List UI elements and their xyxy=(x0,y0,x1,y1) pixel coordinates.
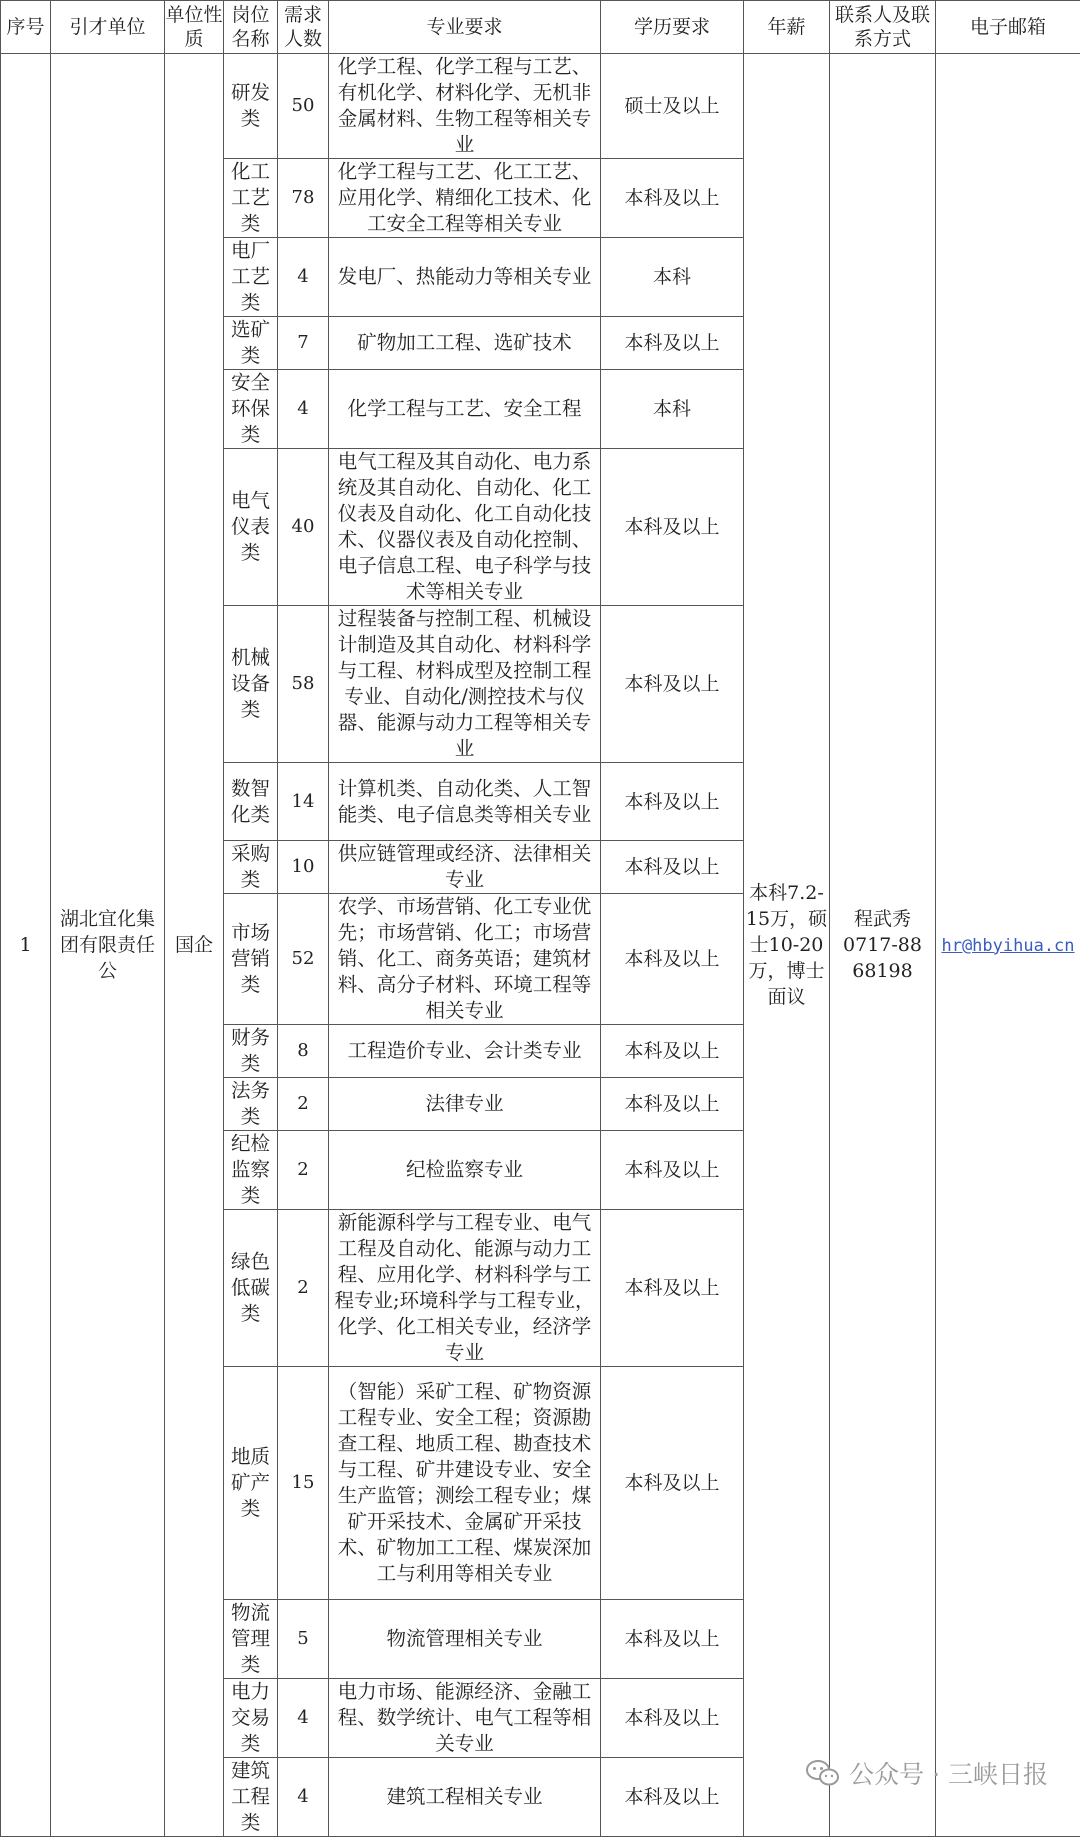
contact-info xyxy=(830,54,936,1837)
major-requirement: 计算机类、自动化类、人工智能类、电子信息类等相关专业 xyxy=(329,763,601,841)
education-requirement: 本科 xyxy=(601,238,744,317)
position-name: 研发类 xyxy=(224,54,278,159)
position-name: 选矿类 xyxy=(224,317,278,370)
header-contact: 联系人及联系方式 xyxy=(830,1,936,54)
contact-name: 程武秀 xyxy=(830,906,935,932)
education-requirement: 本科及以上 xyxy=(601,606,744,763)
header-index: 序号 xyxy=(1,1,51,54)
major-requirement: 过程装备与控制工程、机械设计制造及其自动化、材料科学与工程、材料成型及控制工程专业、自动化/测控技术与仪器、能源与动力工程等相关专业 xyxy=(329,606,601,763)
position-name: 纪检监察类 xyxy=(224,1131,278,1210)
header-major: 专业要求 xyxy=(329,1,601,54)
position-count: 7 xyxy=(278,317,329,370)
education-requirement: 本科及以上 xyxy=(601,159,744,238)
position-count: 58 xyxy=(278,606,329,763)
contact-phone: 0717-8868198 xyxy=(830,932,935,984)
education-requirement: 本科及以上 xyxy=(601,1078,744,1131)
major-requirement: 化学工程、化学工程与工艺、有机化学、材料化学、无机非金属材料、生物工程等相关专业 xyxy=(329,54,601,159)
position-count: 5 xyxy=(278,1600,329,1679)
position-count: 4 xyxy=(278,1758,329,1837)
position-name: 建筑工程类 xyxy=(224,1758,278,1837)
major-requirement: 法律专业 xyxy=(329,1078,601,1131)
position-name: 绿色低碳类 xyxy=(224,1210,278,1367)
position-count: 52 xyxy=(278,894,329,1025)
position-name: 地质矿产类 xyxy=(224,1367,278,1600)
header-unit: 引才单位 xyxy=(51,1,165,54)
position-name: 电厂工艺类 xyxy=(224,238,278,317)
position-name: 机械设备类 xyxy=(224,606,278,763)
position-count: 8 xyxy=(278,1025,329,1078)
major-requirement: 物流管理相关专业 xyxy=(329,1600,601,1679)
major-requirement: 化学工程与工艺、安全工程 xyxy=(329,370,601,449)
position-count: 14 xyxy=(278,763,329,841)
major-requirement: 电气工程及其自动化、电力系统及其自动化、自动化、化工仪表及自动化、化工自动化技术、仪器仪表及自动化控制、电子信息工程、电子科学与技术等相关专业 xyxy=(329,449,601,606)
major-requirement: 化学工程与工艺、化工工艺、应用化学、精细化工技术、化工安全工程等相关专业 xyxy=(329,159,601,238)
position-count: 2 xyxy=(278,1131,329,1210)
education-requirement: 本科 xyxy=(601,370,744,449)
major-requirement: 纪检监察专业 xyxy=(329,1131,601,1210)
major-requirement: 供应链管理或经济、法律相关专业 xyxy=(329,841,601,894)
major-requirement: 新能源科学与工程专业、电气工程及自动化、能源与动力工程、应用化学、材料科学与工程专业;环境科学与工程专业，化学、化工相关专业，经济学专业 xyxy=(329,1210,601,1367)
education-requirement: 本科及以上 xyxy=(601,1600,744,1679)
email-link[interactable]: hr@hbyihua.cn xyxy=(941,936,1074,956)
header-nature: 单位性质 xyxy=(165,1,224,54)
major-requirement: 农学、市场营销、化工专业优先；市场营销、化工；市场营销、化工、商务英语；建筑材料、高分子材料、环境工程等相关专业 xyxy=(329,894,601,1025)
header-count: 需求人数 xyxy=(278,1,329,54)
position-name: 采购类 xyxy=(224,841,278,894)
position-count: 15 xyxy=(278,1367,329,1600)
education-requirement: 本科及以上 xyxy=(601,1025,744,1078)
position-name: 安全环保类 xyxy=(224,370,278,449)
employer-unit: 湖北宜化集团有限责任公 xyxy=(51,54,165,1837)
position-name: 电气仪表类 xyxy=(224,449,278,606)
position-count: 10 xyxy=(278,841,329,894)
position-name: 市场营销类 xyxy=(224,894,278,1025)
position-count: 50 xyxy=(278,54,329,159)
wechat-icon xyxy=(805,1758,841,1788)
education-requirement: 本科及以上 xyxy=(601,1367,744,1600)
education-requirement: 本科及以上 xyxy=(601,449,744,606)
education-requirement: 硕士及以上 xyxy=(601,54,744,159)
education-requirement: 本科及以上 xyxy=(601,763,744,841)
table-row xyxy=(1,54,1080,159)
education-requirement: 本科及以上 xyxy=(601,317,744,370)
header-email: 电子邮箱 xyxy=(936,1,1080,54)
education-requirement: 本科及以上 xyxy=(601,1758,744,1837)
major-requirement: 电力市场、能源经济、金融工程、数学统计、电气工程等相关专业 xyxy=(329,1679,601,1758)
salary: 本科7.2-15万，硕士10-20万，博士面议 xyxy=(744,54,830,1837)
email-cell xyxy=(936,54,1080,1837)
major-requirement: 建筑工程相关专业 xyxy=(329,1758,601,1837)
position-name: 化工工艺类 xyxy=(224,159,278,238)
education-requirement: 本科及以上 xyxy=(601,1210,744,1367)
major-requirement: 发电厂、热能动力等相关专业 xyxy=(329,238,601,317)
watermark xyxy=(805,1755,1048,1791)
header-row xyxy=(1,1,1080,54)
position-count: 4 xyxy=(278,238,329,317)
watermark-text: 公众号 · 三峡日报 xyxy=(849,1755,1048,1791)
position-name: 数智化类 xyxy=(224,763,278,841)
position-count: 2 xyxy=(278,1078,329,1131)
position-count: 4 xyxy=(278,1679,329,1758)
position-name: 物流管理类 xyxy=(224,1600,278,1679)
major-requirement: 矿物加工工程、选矿技术 xyxy=(329,317,601,370)
education-requirement: 本科及以上 xyxy=(601,1679,744,1758)
position-count: 4 xyxy=(278,370,329,449)
education-requirement: 本科及以上 xyxy=(601,1131,744,1210)
row-index: 1 xyxy=(1,54,51,1837)
header-education: 学历要求 xyxy=(601,1,744,54)
header-salary: 年薪 xyxy=(744,1,830,54)
position-count: 2 xyxy=(278,1210,329,1367)
header-position: 岗位名称 xyxy=(224,1,278,54)
position-count: 40 xyxy=(278,449,329,606)
major-requirement: （智能）采矿工程、矿物资源工程专业、安全工程；资源勘查工程、地质工程、勘查技术与工程、矿井建设专业、安全生产监管；测绘工程专业；煤矿开采技术、金属矿开采技术、矿物加工工程、煤炭深加工与利用等相关专业 xyxy=(329,1367,601,1600)
education-requirement: 本科及以上 xyxy=(601,841,744,894)
major-requirement: 工程造价专业、会计类专业 xyxy=(329,1025,601,1078)
position-count: 78 xyxy=(278,159,329,238)
employer-nature: 国企 xyxy=(165,54,224,1837)
position-name: 法务类 xyxy=(224,1078,278,1131)
education-requirement: 本科及以上 xyxy=(601,894,744,1025)
position-name: 财务类 xyxy=(224,1025,278,1078)
position-name: 电力交易类 xyxy=(224,1679,278,1758)
